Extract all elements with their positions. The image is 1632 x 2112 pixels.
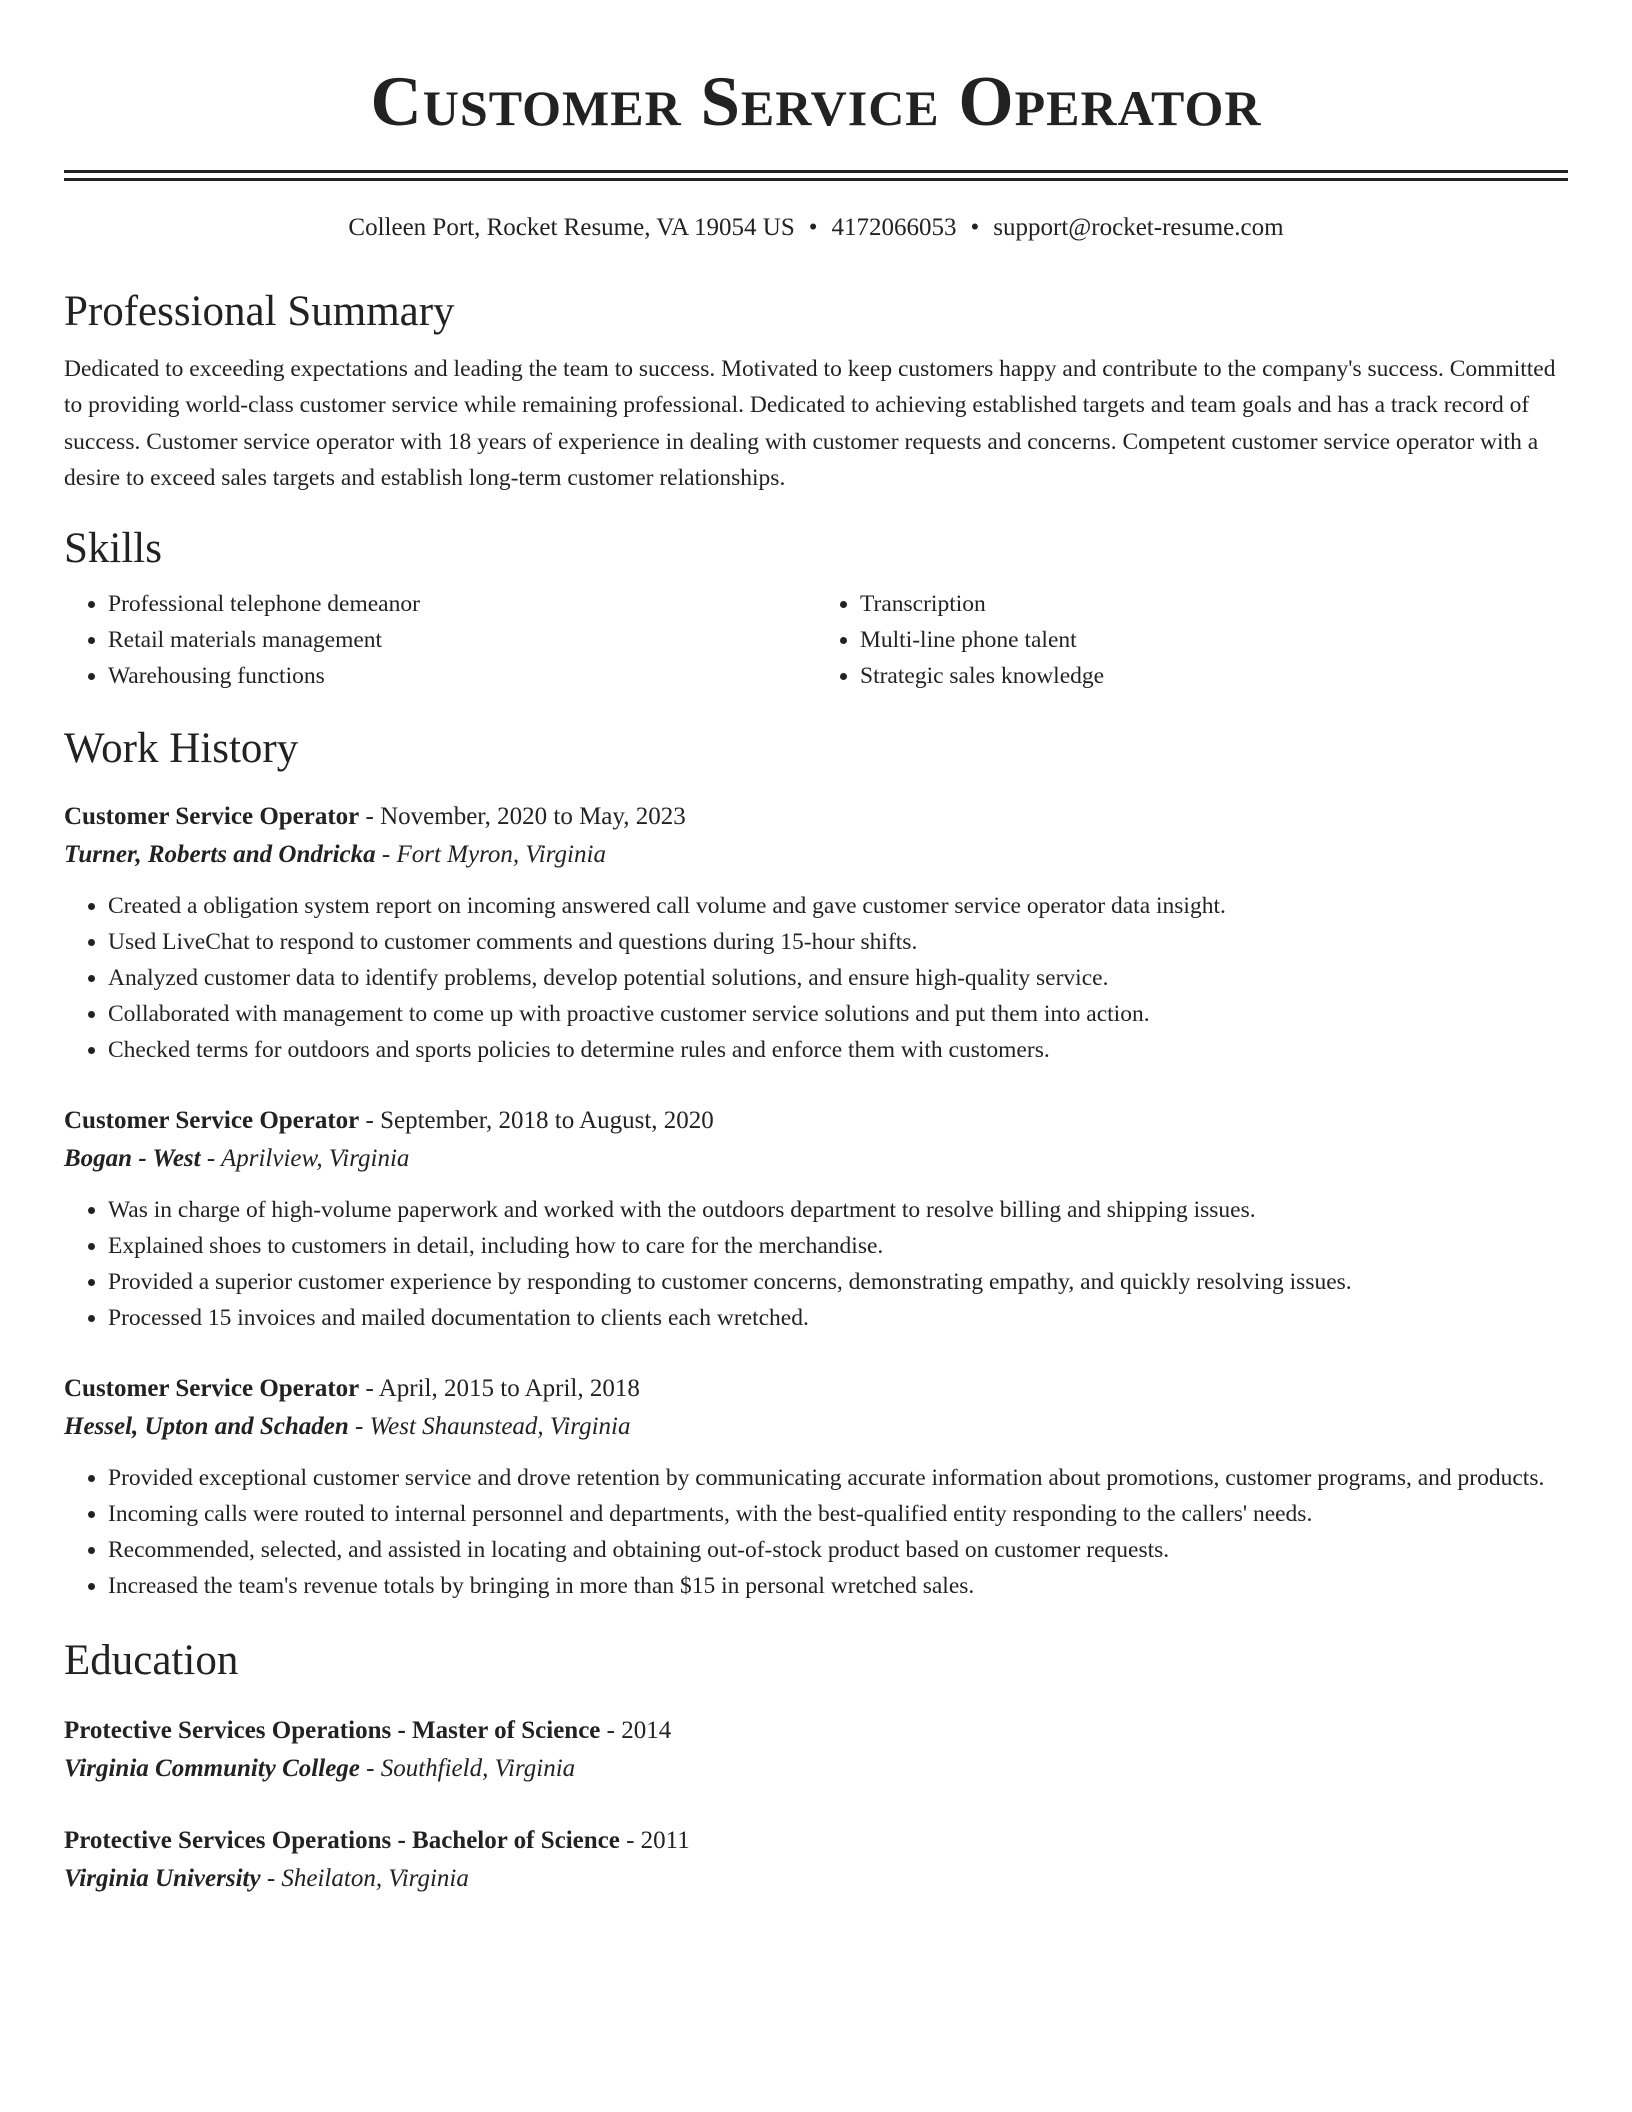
job-duty: • Provided a superior customer experience by responding to customer concerns, demonstrating empathy, and quickly resolving issues. — [108, 1264, 1568, 1300]
job-company: Bogan - West — [64, 1145, 201, 1173]
job-heading — [64, 1370, 1568, 1408]
job-duty: • Processed 15 invoices and mailed documentation to clients each wretched. — [108, 1300, 1568, 1336]
skill-item: • Multi-line phone talent — [860, 622, 1568, 658]
job-duty: • Used LiveChat to respond to customer comments and questions during 15-hour shifts. — [108, 924, 1568, 960]
job-dates: - November, 2020 to May, 2023 — [359, 803, 686, 831]
education-degree: Protective Services Operations - Bachelor of Science — [64, 1827, 620, 1855]
skill-item: • Professional telephone demeanor — [108, 586, 816, 622]
resume-title: Customer Service Operator — [370, 63, 1262, 141]
job-role: Customer Service Operator — [64, 803, 360, 831]
education-heading — [64, 1822, 1568, 1860]
skill-item: • Strategic sales knowledge — [860, 658, 1568, 694]
education-location: - Sheilaton, Virginia — [260, 1865, 469, 1893]
education-school: Virginia University — [64, 1865, 261, 1893]
contact-address: Colleen Port, Rocket Resume, VA 19054 US — [348, 214, 795, 241]
job-company: Hessel, Upton and Schaden — [64, 1413, 349, 1441]
job-location: - West Shaunstead, Virginia — [348, 1413, 631, 1441]
section-title-summary: Professional Summary — [64, 288, 455, 335]
job-location: - Aprilview, Virginia — [200, 1145, 410, 1173]
job-entry — [64, 798, 1568, 1068]
section-title-skills: Skills — [64, 525, 162, 573]
job-duty: • Provided exceptional customer service and drove retention by communicating accurate information about promotions, customer programs, and products. — [108, 1460, 1568, 1496]
job-heading — [64, 798, 1568, 836]
section-title-education: Education — [64, 1637, 239, 1685]
education-degree: Protective Services Operations - Master of Science — [64, 1717, 601, 1745]
job-duties — [64, 1460, 1568, 1604]
contact-email: support@rocket-resume.com — [993, 214, 1284, 241]
contact-separator: • — [808, 214, 818, 241]
education-year: - 2014 — [600, 1717, 672, 1745]
skill-item: • Transcription — [860, 586, 1568, 622]
job-duty: • Recommended, selected, and assisted in locating and obtaining out-of-stock product based on customer requests. — [108, 1532, 1568, 1568]
job-duty: • Checked terms for outdoors and sports policies to determine rules and enforce them with customers. — [108, 1032, 1568, 1068]
job-duty: • Collaborated with management to come up with proactive customer service solutions and put them into action. — [108, 996, 1568, 1032]
job-employer — [64, 1408, 1568, 1446]
job-duties — [64, 1192, 1568, 1336]
job-employer — [64, 1140, 1568, 1178]
job-entry — [64, 1370, 1568, 1604]
job-duty: • Incoming calls were routed to internal personnel and departments, with the best-qualified entity responding to the callers' needs. — [108, 1496, 1568, 1532]
job-role: Customer Service Operator — [64, 1375, 360, 1403]
skills-column-left — [64, 586, 816, 694]
education-heading — [64, 1712, 1568, 1750]
skills-column-right — [816, 586, 1568, 694]
section-title-work-history: Work History — [64, 725, 299, 773]
job-duty: • Analyzed customer data to identify problems, develop potential solutions, and ensure high-quality service. — [108, 960, 1568, 996]
education-school-line — [64, 1860, 1568, 1898]
job-duty: • Created a obligation system report on incoming answered call volume and gave customer service operator data insight. — [108, 888, 1568, 924]
job-location: - Fort Myron, Virginia — [375, 841, 606, 869]
job-duty: • Was in charge of high-volume paperwork and worked with the outdoors department to resolve billing and shipping issues. — [108, 1192, 1568, 1228]
skill-item: • Warehousing functions — [108, 658, 816, 694]
job-duties — [64, 888, 1568, 1068]
job-dates: - September, 2018 to August, 2020 — [359, 1107, 714, 1135]
skill-item: • Retail materials management — [108, 622, 816, 658]
summary-text: Dedicated to exceeding expectations and leading the team to success. Motivated to keep customers happy and contribute to the company's success. Committed to providing world-class customer service while remaining professional. Dedicated to achieving established targets and team goals and has a track record of success. Customer service operator with 18 years of experience in dealing with customer requests and concerns. Competent customer service operator with a desire to exceed sales targets and establish long-term customer relationships. — [64, 356, 1556, 491]
contact-phone: 4172066053 — [831, 214, 957, 241]
job-role: Customer Service Operator — [64, 1107, 360, 1135]
header-double-rule — [64, 170, 1568, 181]
job-employer — [64, 836, 1568, 874]
contact-separator: • — [970, 214, 980, 241]
job-heading — [64, 1102, 1568, 1140]
education-school-line — [64, 1750, 1568, 1788]
skills-list — [64, 586, 1568, 694]
job-duty: • Increased the team's revenue totals by bringing in more than $15 in personal wretched sales. — [108, 1568, 1568, 1604]
education-entry — [64, 1822, 1568, 1898]
job-duty: • Explained shoes to customers in detail, including how to care for the merchandise. — [108, 1228, 1568, 1264]
education-year: - 2011 — [619, 1827, 690, 1855]
job-company: Turner, Roberts and Ondricka — [64, 841, 376, 869]
education-school: Virginia Community College — [64, 1755, 360, 1783]
job-dates: - April, 2015 to April, 2018 — [359, 1375, 640, 1403]
contact-line — [64, 211, 1568, 245]
education-location: - Southfield, Virginia — [359, 1755, 576, 1783]
education-entry — [64, 1712, 1568, 1788]
job-entry — [64, 1102, 1568, 1336]
